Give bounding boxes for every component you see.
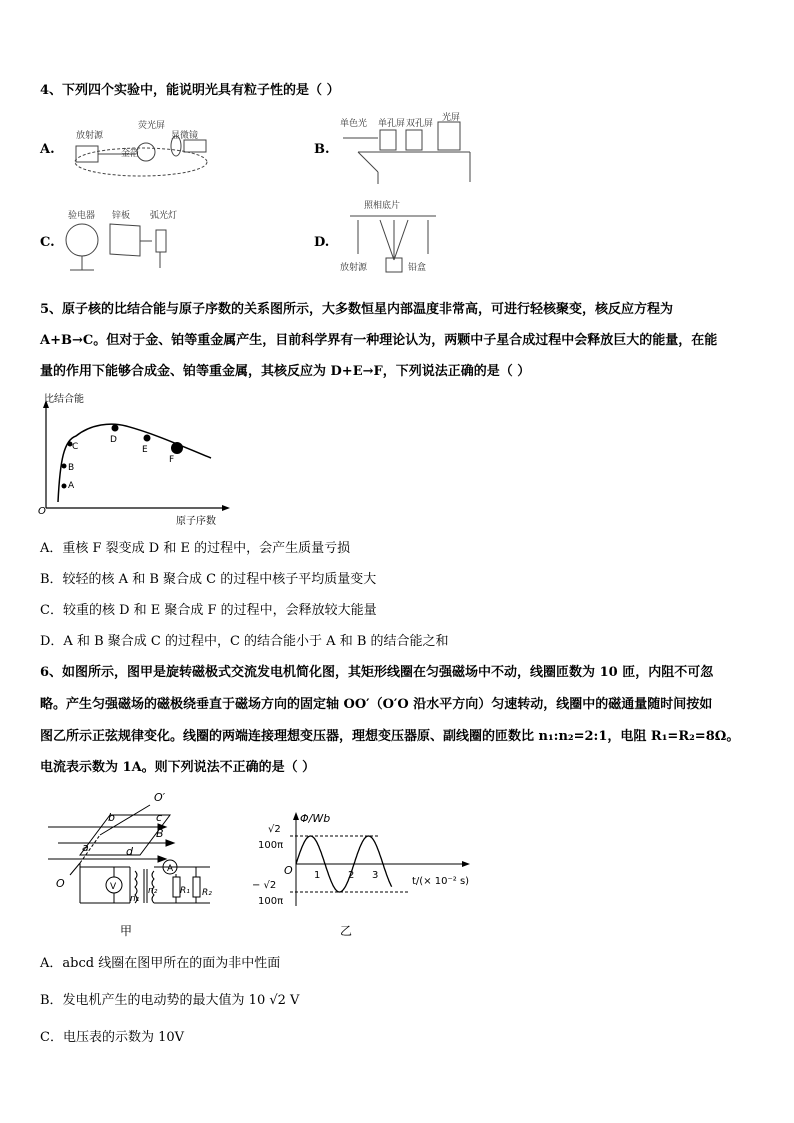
- q4c-label-lamp: 弧光灯: [150, 211, 178, 221]
- q6-figure-yi: [250, 808, 490, 914]
- q5-point-f: [171, 442, 183, 454]
- q6yi-yneg-num: − √2: [252, 880, 277, 891]
- q6jia-voltmeter: V: [110, 882, 117, 892]
- q4b-label-screen: 光屏: [442, 113, 461, 123]
- q4b-label-light: 单色光: [340, 119, 368, 129]
- q4-figure-a: [66, 116, 216, 184]
- q5-x-arrow: [222, 505, 230, 511]
- q5-xlabel: 原子序数: [176, 516, 216, 527]
- q4-option-d-label: D.: [314, 235, 330, 250]
- q6-caption-jia: 甲: [120, 924, 133, 938]
- q6jia-label-r2: R₂: [202, 888, 212, 898]
- q6-option-b: B．发电机产生的电动势的最大值为 10 √2 V: [40, 993, 300, 1008]
- q5-ylabel: 比结合能: [44, 394, 84, 405]
- q4-figure-d: [340, 198, 450, 280]
- q4-figure-c: [60, 204, 200, 276]
- q4c-label-zinc: 锌板: [112, 211, 131, 221]
- q5-label-f: F: [169, 455, 175, 465]
- q4a-label-microscope: 显微镜: [171, 131, 199, 141]
- q6-figure-jia: [40, 785, 220, 910]
- q6yi-xlabel: t/(× 10⁻² s): [412, 876, 470, 887]
- q6-option-c: C．电压表的示数为 10V: [40, 1030, 185, 1045]
- q6jia-label-d: d: [126, 845, 133, 858]
- q6jia-label-b: b: [108, 811, 115, 824]
- q5-label-c: C: [72, 442, 79, 452]
- q5-label-e: E: [142, 445, 148, 455]
- q4-stem: 4、下列四个实验中，能说明光具有粒子性的是（ ）: [40, 83, 340, 98]
- q6jia-label-r1: R₁: [180, 886, 190, 896]
- q4b-label-single: 单孔屏: [378, 119, 406, 129]
- q5-option-d: D．A 和 B 聚合成 C 的过程中，C 的结合能小于 A 和 B 的结合能之和: [40, 634, 449, 649]
- q6yi-y-arrow: [293, 812, 299, 820]
- q4a-label-foil: 金箔: [121, 149, 140, 159]
- q6jia-label-c: c: [156, 811, 163, 824]
- q5-option-a: A．重核 F 裂变成 D 和 E 的过程中，会产生质量亏损: [40, 541, 351, 556]
- q6-stem-line2: 略。产生匀强磁场的磁极绕垂直于磁场方向的固定轴 OO′（O′O 沿水平方向）匀速转动，线圈中的磁通量随时间按如: [40, 697, 713, 712]
- q6-stem-line3: 图乙所示正弦规律变化。线圈的两端连接理想变压器，理想变压器原、副线圈的匝数比 n₁:n₂=2:1，电阻 R₁=R₂=8Ω。: [40, 729, 740, 744]
- q6jia-label-n1: n₁: [130, 894, 140, 904]
- q5-point-e: [144, 435, 151, 442]
- q6yi-xtick-1: 1: [314, 870, 321, 881]
- q6yi-ylabel: Φ/Wb: [300, 812, 331, 825]
- q5-label-b: B: [68, 463, 75, 473]
- q5-stem-line1: 5、原子核的比结合能与原子序数的关系图所示，大多数恒星内部温度非常高，可进行轻核聚变，核反应方程为: [40, 302, 674, 317]
- q4c-label-electroscope: 验电器: [68, 211, 96, 221]
- q5-origin: O: [38, 506, 46, 517]
- q4a-label-screen: 荧光屏: [138, 121, 166, 131]
- q4d-label-source: 放射源: [340, 263, 368, 273]
- q5-option-b: B．较轻的核 A 和 B 聚合成 C 的过程中核子平均质量变大: [40, 572, 377, 587]
- q4d-label-box: 铅盒: [408, 263, 427, 273]
- q5-point-b: [62, 464, 67, 469]
- q6-caption-yi: 乙: [340, 924, 353, 938]
- q6jia-label-oprime: O′: [154, 791, 166, 804]
- q6yi-xtick-2: 2: [348, 870, 355, 881]
- q5-point-d: [112, 425, 119, 432]
- q6jia-label-B: B: [156, 827, 164, 840]
- q6-stem-line1: 6、如图所示，图甲是旋转磁极式交流发电机简化图，其矩形线圈在匀强磁场中不动，线圈匝数为 10 匝，内阻不可忽: [40, 665, 714, 680]
- q5-label-d: D: [110, 435, 117, 445]
- q4b-label-double: 双孔屏: [406, 119, 434, 129]
- q6jia-label-n2: n₂: [148, 886, 158, 896]
- q6yi-xtick-3: 3: [372, 870, 379, 881]
- q4-option-c-label: C.: [40, 235, 55, 250]
- q5-option-c: C．较重的核 D 和 E 聚合成 F 的过程中，会释放较大能量: [40, 603, 377, 618]
- q5-point-a: [62, 484, 67, 489]
- q6jia-label-o: O: [56, 877, 65, 890]
- q5-curve: [58, 424, 211, 502]
- q6yi-ytop-den: 100π: [258, 840, 284, 851]
- q6-option-a: A．abcd 线圈在图甲所在的面为非中性面: [40, 956, 281, 971]
- q6-stem-line4: 电流表示数为 1A。则下列说法不正确的是（ ）: [40, 760, 316, 775]
- q4-figure-b: [338, 112, 478, 188]
- q5-stem-line2: A+B→C。但对于金、铂等重金属产生，目前科学界有一种理论认为，两颗中子星合成过程中会释放巨大的能量，在能: [40, 333, 718, 348]
- q6yi-x-arrow: [462, 861, 470, 867]
- q6yi-ytop-num: √2: [268, 824, 281, 835]
- q6yi-yneg-den: 100π: [258, 896, 284, 907]
- q6jia-label-a: a: [82, 841, 89, 854]
- q5-stem-line3: 量的作用下能够合成金、铂等重金属，其核反应为 D+E→F，下列说法正确的是（ ）: [40, 364, 531, 379]
- q5-chart: [36, 390, 236, 530]
- q6jia-ammeter: A: [167, 864, 174, 874]
- q4-option-b-label: B.: [314, 142, 330, 157]
- q4a-label-source: 放射源: [76, 131, 104, 141]
- q4-option-a-label: A.: [40, 142, 55, 157]
- q4d-label-film: 照相底片: [364, 201, 401, 211]
- q5-label-a: A: [68, 481, 75, 491]
- q6yi-origin: O: [284, 864, 293, 877]
